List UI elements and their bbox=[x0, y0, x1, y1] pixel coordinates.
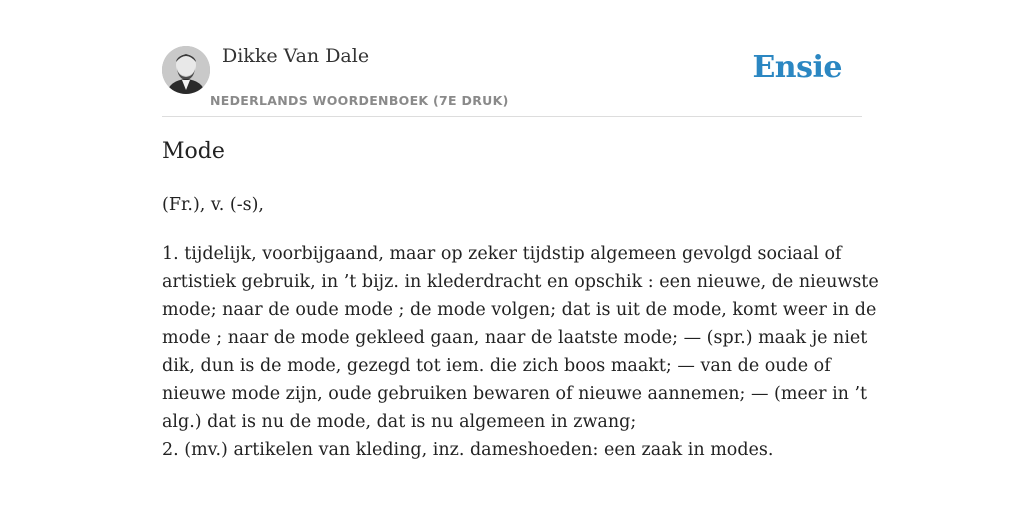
definition-line: dik, dun is de mode, gezegd tot iem. die zich boos maakt; — van de oude of bbox=[162, 356, 831, 376]
definition-line: 2. (mv.) artikelen van kleding, inz. dameshoeden: een zaak in modes. bbox=[162, 440, 774, 460]
author-avatar[interactable] bbox=[162, 46, 210, 94]
portrait-icon bbox=[162, 46, 210, 94]
brand-logo[interactable]: Ensie bbox=[752, 50, 842, 85]
definition-line: mode ; naar de mode gekleed gaan, naar de laatste mode; — (spr.) maak je niet bbox=[162, 328, 868, 348]
author-name[interactable]: Dikke Van Dale bbox=[222, 45, 370, 67]
definition-line: alg.) dat is nu de mode, dat is nu algemeen in zwang; bbox=[162, 412, 637, 432]
entry-header bbox=[162, 0, 862, 117]
definition-line: mode; naar de oude mode ; de mode volgen; dat is uit de mode, komt weer in de bbox=[162, 300, 877, 320]
definition-line: nieuwe mode zijn, oude gebruiken bewaren of nieuwe aannemen; — (meer in ’t bbox=[162, 384, 868, 404]
entry-card bbox=[162, 0, 879, 512]
entry-definition bbox=[162, 240, 879, 464]
entry-grammar: (Fr.), v. (-s), bbox=[162, 195, 264, 215]
definition-line: 1. tijdelijk, voorbijgaand, maar op zeker tijdstip algemeen gevolgd sociaal of bbox=[162, 244, 842, 264]
definition-line: artistiek gebruik, in ’t bijz. in klederdracht en opschik : een nieuwe, de nieuwste bbox=[162, 272, 879, 292]
entry-term: Mode bbox=[162, 139, 225, 164]
source-label: NEDERLANDS WOORDENBOEK (7E DRUK) bbox=[210, 93, 509, 108]
